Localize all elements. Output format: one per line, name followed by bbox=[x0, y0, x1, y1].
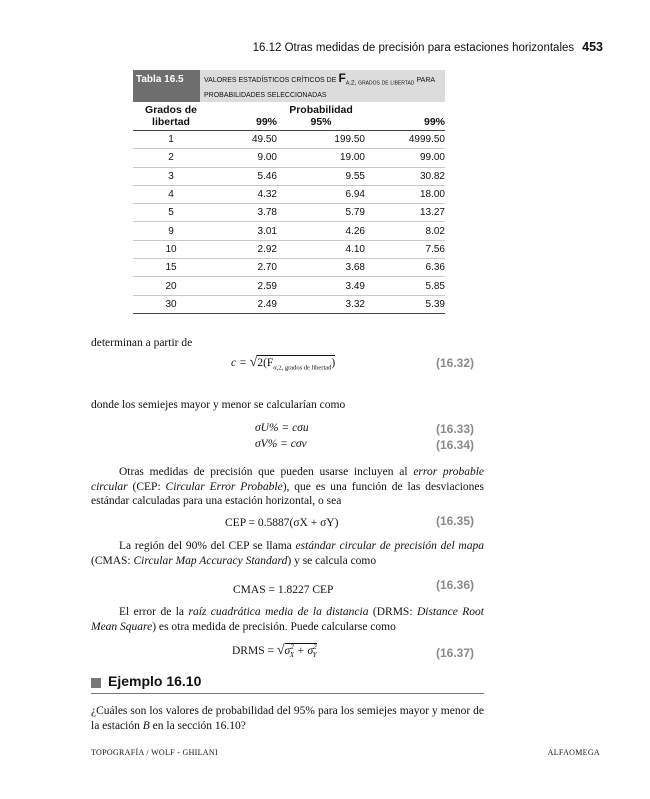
cell-value: 9.55 bbox=[277, 167, 365, 185]
eq-number-16-32: (16.32) bbox=[436, 356, 475, 370]
p4-text-a: La región del 90% del CEP se llama bbox=[119, 540, 296, 552]
p6-station-b: B bbox=[142, 719, 150, 732]
eq1-lhs: c = bbox=[231, 357, 247, 369]
square-bullet-icon bbox=[91, 678, 101, 688]
table-row bbox=[133, 240, 445, 258]
running-header bbox=[253, 40, 603, 54]
footer-right: ALFAOMEGA bbox=[547, 748, 600, 757]
table-row bbox=[133, 295, 445, 313]
table-title-symbol: F bbox=[338, 71, 346, 85]
cell-value: 5.39 bbox=[365, 295, 445, 313]
p4-term-cmas: estándar circular de precisión del mapa bbox=[295, 540, 484, 552]
table-row bbox=[133, 131, 445, 149]
table-tag: Tabla 16.5 bbox=[133, 70, 200, 102]
paragraph-3 bbox=[91, 465, 484, 509]
cell-value: 9.00 bbox=[209, 149, 277, 167]
eq1-body: 2(F bbox=[257, 357, 274, 369]
cell-value: 4.10 bbox=[277, 240, 365, 258]
cell-value: 4.26 bbox=[277, 222, 365, 240]
cell-value: 4.32 bbox=[209, 185, 277, 203]
cell-degrees-freedom: 3 bbox=[133, 167, 209, 185]
p3-text-e: ), que es una función de las desviaciones estándar calculadas para una estación horizontal, o sea bbox=[91, 480, 484, 507]
cell-value: 5.79 bbox=[277, 204, 365, 222]
cell-degrees-freedom: 10 bbox=[133, 240, 209, 258]
cell-degrees-freedom: 1 bbox=[133, 131, 209, 149]
cell-value: 13.27 bbox=[365, 204, 445, 222]
p4-text-e: ) y se calcula como bbox=[287, 554, 377, 567]
cell-degrees-freedom: 30 bbox=[133, 295, 209, 313]
sqrt-symbol-2: √ bbox=[276, 643, 285, 658]
cell-degrees-freedom: 15 bbox=[133, 259, 209, 277]
p3-term-cep-en: Circular Error Probable bbox=[165, 480, 283, 493]
equation-16-32 bbox=[231, 355, 335, 371]
eq1-sub: α,2, grados de libertad bbox=[273, 364, 332, 372]
cell-degrees-freedom: 9 bbox=[133, 222, 209, 240]
paragraph-5 bbox=[91, 605, 484, 634]
eq-number-16-37: (16.37) bbox=[436, 646, 475, 660]
p5-term-drms: raíz cuadrática media de la distancia bbox=[188, 606, 369, 618]
cell-value: 3.49 bbox=[277, 277, 365, 295]
p5-text-a: El error de la bbox=[119, 606, 189, 618]
cell-degrees-freedom: 5 bbox=[133, 204, 209, 222]
p3-text-a: Otras medidas de precisión que pueden usarse incluyen al bbox=[119, 466, 414, 478]
col-header-df-top: Grados de bbox=[145, 104, 197, 116]
col-header-3: 99% bbox=[365, 116, 445, 131]
p3-term-cep: error probable circular bbox=[91, 466, 484, 493]
cell-value: 6.94 bbox=[277, 185, 365, 203]
cell-value: 7.56 bbox=[365, 240, 445, 258]
equation-16-37 bbox=[232, 643, 317, 659]
equation-16-33: σU% = cσu bbox=[255, 422, 309, 434]
cell-value: 3.01 bbox=[209, 222, 277, 240]
cell-value: 49.50 bbox=[209, 131, 277, 149]
p6-text-c: en la sección 16.10? bbox=[149, 719, 246, 732]
table-row bbox=[133, 149, 445, 167]
critical-values-table bbox=[133, 104, 445, 314]
col-header-df-bottom: libertad bbox=[133, 116, 209, 131]
table-title-suffix: PARA PROBABILIDADES SELECCIONADAS bbox=[204, 77, 435, 99]
table-body bbox=[133, 131, 445, 314]
cell-degrees-freedom: 20 bbox=[133, 277, 209, 295]
col-group-header: Probabilidad bbox=[289, 104, 353, 116]
example-title: Ejemplo 16.10 bbox=[108, 673, 202, 689]
cell-value: 2.70 bbox=[209, 259, 277, 277]
cell-value: 5.46 bbox=[209, 167, 277, 185]
cell-value: 30.82 bbox=[365, 167, 445, 185]
table-row bbox=[133, 185, 445, 203]
cell-value: 3.78 bbox=[209, 204, 277, 222]
table-title-prefix: VALORES ESTADÍSTICOS CRÍTICOS DE bbox=[204, 77, 337, 84]
cell-degrees-freedom: 2 bbox=[133, 149, 209, 167]
page-number: 453 bbox=[582, 40, 603, 54]
equation-16-34: σV% = cσv bbox=[255, 438, 307, 450]
footer-left: TOPOGRAFÍA / WOLF - GHILANI bbox=[91, 748, 218, 757]
paragraph-4 bbox=[91, 539, 484, 568]
section-title: 16.12 Otras medidas de precisión para estaciones horizontales bbox=[252, 42, 575, 54]
cell-value: 99.00 bbox=[365, 149, 445, 167]
table-row bbox=[133, 222, 445, 240]
p4-text-c: (CMAS: bbox=[91, 554, 134, 567]
eq6-radicand: $\sigma^2_X + \sigma^2_Y$ bbox=[284, 643, 317, 660]
table-row bbox=[133, 167, 445, 185]
eq-number-16-34: (16.34) bbox=[436, 438, 475, 452]
sqrt-symbol: √ bbox=[249, 355, 258, 370]
eq-number-16-35: (16.35) bbox=[436, 514, 475, 528]
equation-16-35: CEP = 0.5887(σX + σY) bbox=[225, 517, 339, 529]
col-header-2: 95% bbox=[277, 116, 365, 131]
p6-text-a: ¿Cuáles son los valores de probabilidad del 95% para los semiejes mayor y menor de la estación bbox=[91, 705, 484, 732]
p5-text-c: (DRMS: bbox=[368, 606, 417, 618]
equation-16-36: CMAS = 1.8227 CEP bbox=[233, 584, 334, 596]
cell-value: 199.50 bbox=[277, 131, 365, 149]
cell-value: 2.92 bbox=[209, 240, 277, 258]
eq6-lhs: DRMS = bbox=[232, 645, 274, 657]
table-caption bbox=[133, 70, 445, 102]
cell-value: 18.00 bbox=[365, 185, 445, 203]
p5-text-e: ) es otra medida de precisión. Puede calcularse como bbox=[152, 620, 396, 633]
table-title bbox=[200, 70, 445, 102]
example-heading bbox=[91, 674, 484, 694]
cell-degrees-freedom: 4 bbox=[133, 185, 209, 203]
paragraph-1: determinan a partir de bbox=[91, 337, 193, 349]
p4-term-cmas-en: Circular Map Accuracy Standard bbox=[133, 554, 288, 567]
cell-value: 2.59 bbox=[209, 277, 277, 295]
table-row bbox=[133, 277, 445, 295]
paragraph-6 bbox=[91, 704, 484, 733]
p3-text-c: (CEP: bbox=[127, 480, 166, 493]
table-row bbox=[133, 204, 445, 222]
table-title-subscript: α,2, grados de libertad bbox=[345, 79, 415, 87]
p5-term-drms-en: Distance Root Mean Square bbox=[91, 606, 484, 633]
cell-value: 3.32 bbox=[277, 295, 365, 313]
cell-value: 3.68 bbox=[277, 259, 365, 277]
cell-value: 4999.50 bbox=[365, 131, 445, 149]
table-row bbox=[133, 259, 445, 277]
cell-value: 2.49 bbox=[209, 295, 277, 313]
col-header-1: 99% bbox=[209, 116, 277, 131]
cell-value: 5.85 bbox=[365, 277, 445, 295]
eq-number-16-33: (16.33) bbox=[436, 422, 475, 436]
cell-value: 19.00 bbox=[277, 149, 365, 167]
eq-number-16-36: (16.36) bbox=[436, 578, 475, 592]
eq1-close: ) bbox=[331, 357, 336, 369]
cell-value: 8.02 bbox=[365, 222, 445, 240]
paragraph-2: donde los semiejes mayor y menor se calcularían como bbox=[91, 399, 346, 411]
cell-value: 6.36 bbox=[365, 259, 445, 277]
